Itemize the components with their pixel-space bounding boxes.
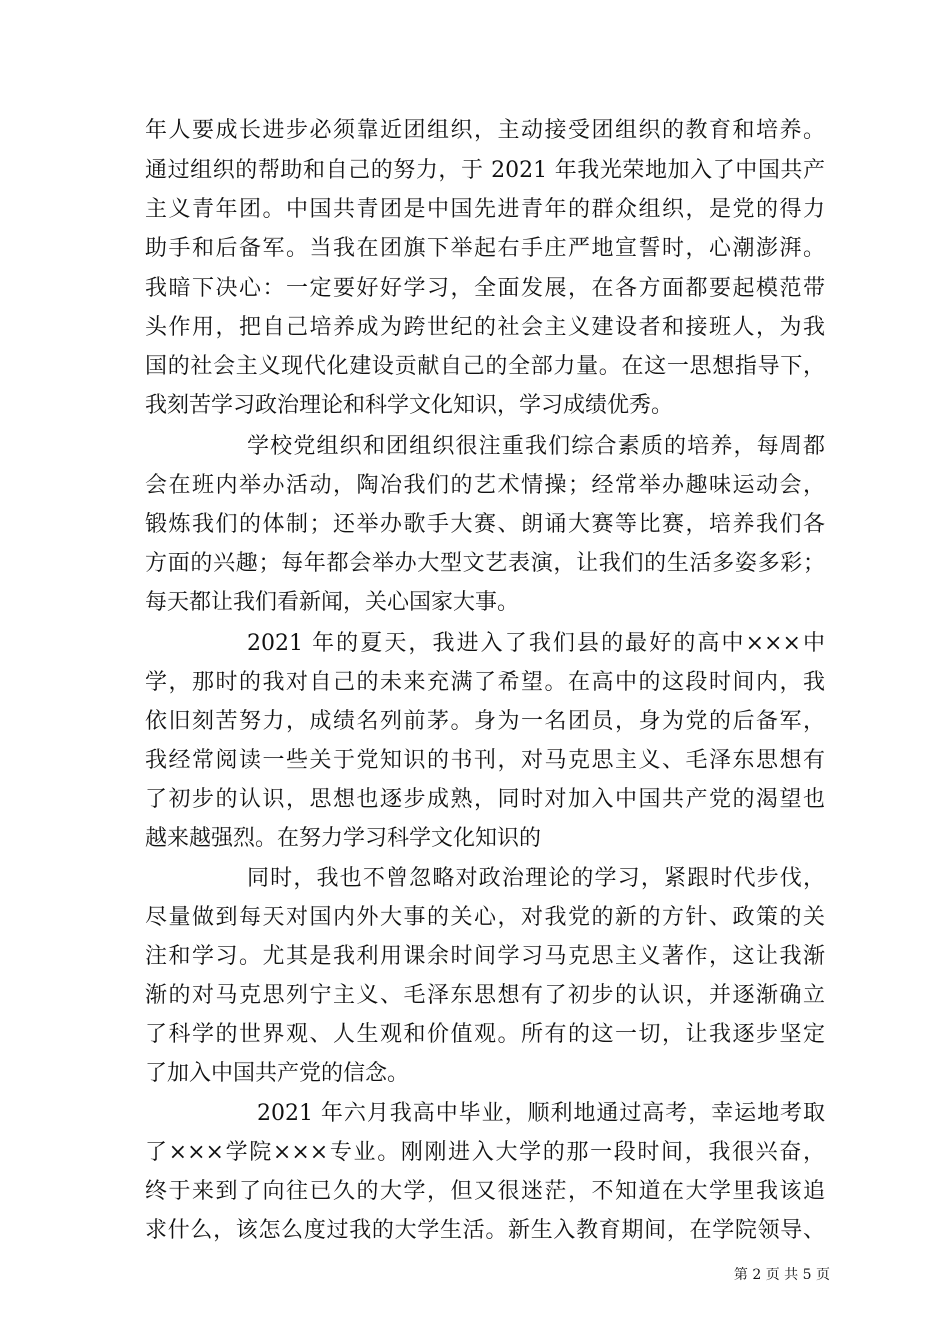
text-line: 2021 年六月我高中毕业，顺利地通过高考，幸运地考取 bbox=[257, 1101, 825, 1126]
text-line: 我暗下决心：一定要好好学习，全面发展，在各方面都要起模范带 bbox=[145, 276, 825, 301]
text-line: 注和学习。尤其是我利用课余时间学习马克思主义著作，这让我渐 bbox=[145, 944, 825, 969]
text-line: 渐的对马克思列宁主义、毛泽东思想有了初步的认识，并逐渐确立 bbox=[145, 983, 825, 1008]
text-line: 求什么，该怎么度过我的大学生活。新生入教育期间，在学院领导、 bbox=[145, 1218, 825, 1243]
text-line: 国的社会主义现代化建设贡献自己的全部力量。在这一思想指导下， bbox=[145, 354, 825, 379]
text-line: 尽量做到每天对国内外大事的关心，对我党的新的方针、政策的关 bbox=[145, 905, 825, 930]
text-line: 了加入中国共产党的信念。 bbox=[145, 1061, 410, 1086]
text-line: 年人要成长进步必须靠近团组织，主动接受团组织的教育和培养。 bbox=[145, 118, 825, 143]
text-line: 了×××学院×××专业。刚刚进入大学的那一段时间，我很兴奋， bbox=[145, 1140, 825, 1165]
text-line: 终于来到了向往已久的大学，但又很迷茫，不知道在大学里我该追 bbox=[145, 1179, 825, 1204]
text-line: 同时，我也不曾忽略对政治理论的学习，紧跟时代步伐， bbox=[247, 866, 825, 891]
text-line: 助手和后备军。当我在团旗下举起右手庄严地宣誓时，心潮澎湃。 bbox=[145, 236, 825, 261]
text-line: 通过组织的帮助和自己的努力，于 2021 年我光荣地加入了中国共产 bbox=[145, 158, 825, 183]
text-line: 锻炼我们的体制；还举办歌手大赛、朗诵大赛等比赛，培养我们各 bbox=[145, 512, 825, 537]
text-line: 了初步的认识，思想也逐步成熟，同时对加入中国共产党的渴望也 bbox=[145, 787, 825, 812]
text-line: 每天都让我们看新闻，关心国家大事。 bbox=[145, 590, 520, 615]
text-line: 我经常阅读一些关于党知识的书刊，对马克思主义、毛泽东思想有 bbox=[145, 748, 825, 773]
text-line: 越来越强烈。在努力学习科学文化知识的 bbox=[145, 826, 542, 851]
text-line: 头作用，把自己培养成为跨世纪的社会主义建设者和接班人，为我 bbox=[145, 315, 825, 340]
text-line: 我刻苦学习政治理论和科学文化知识，学习成绩优秀。 bbox=[145, 393, 674, 418]
text-line: 主义青年团。中国共青团是中国先进青年的群众组织，是党的得力 bbox=[145, 197, 825, 222]
page-number: 第 2 页 共 5 页 bbox=[733, 1267, 830, 1283]
text-line: 学，那时的我对自己的未来充满了希望。在高中的这段时间内，我 bbox=[145, 670, 825, 695]
text-line: 方面的兴趣；每年都会举办大型文艺表演，让我们的生活多姿多彩； bbox=[145, 551, 825, 576]
text-line: 了科学的世界观、人生观和价值观。所有的这一切，让我逐步坚定 bbox=[145, 1022, 825, 1047]
text-line: 会在班内举办活动，陶冶我们的艺术情操；经常举办趣味运动会， bbox=[145, 473, 825, 498]
text-line: 依旧刻苦努力，成绩名列前茅。身为一名团员，身为党的后备军， bbox=[145, 709, 825, 734]
text-line: 学校党组织和团组织很注重我们综合素质的培养，每周都 bbox=[247, 434, 825, 459]
text-line: 2021 年的夏天，我进入了我们县的最好的高中×××中 bbox=[247, 631, 825, 656]
